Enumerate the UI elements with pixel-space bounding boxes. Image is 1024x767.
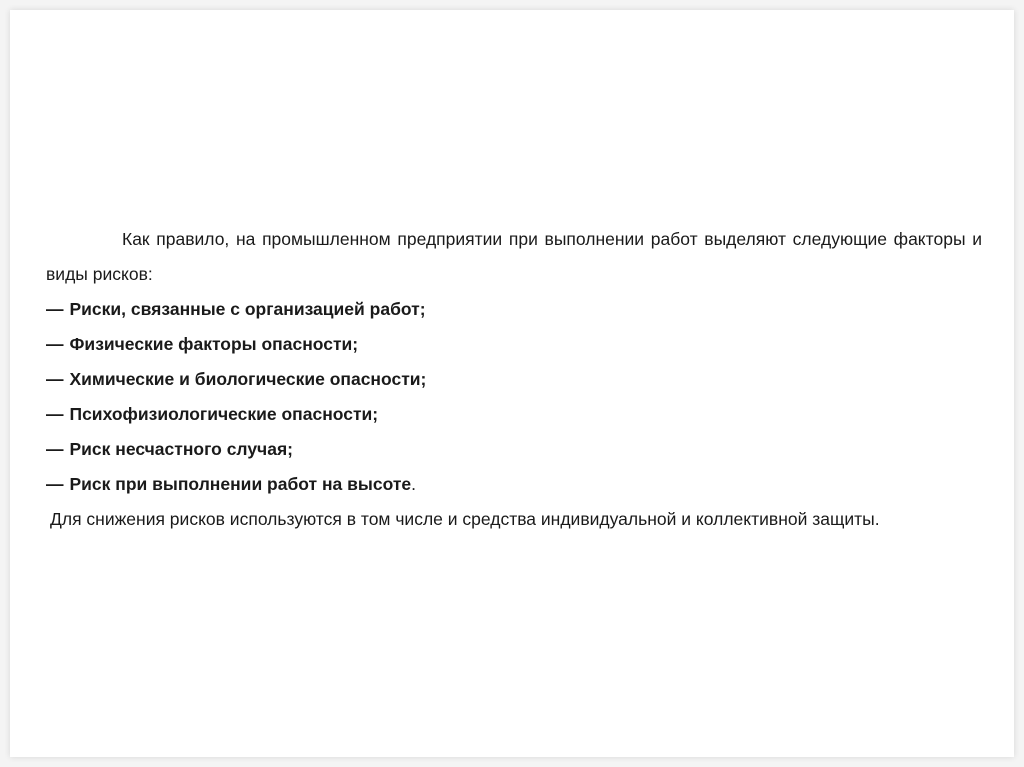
slide-page [10,10,1014,757]
risk-list [46,292,982,502]
risk-item-physical [46,327,982,362]
intro-paragraph: Как правило, на промышленном предприятии при выполнении работ выделяют следующие факторы и виды рисков: [46,229,982,284]
risk-item-organization [46,292,982,327]
list-dash: — [46,299,64,319]
risk-item-text: Химические и биологические опасности; [69,369,427,389]
list-dash: — [46,474,64,494]
risk-item-text: Риски, связанные с организацией работ; [69,299,426,319]
list-dash: — [46,334,64,354]
risk-item-height-work [46,467,982,502]
list-dash: — [46,369,64,389]
risk-item-text: Физические факторы опасности; [69,334,359,354]
risk-item-text: Психофизиологические опасности; [69,404,379,424]
list-dash: — [46,439,64,459]
risk-item-text: Риск несчастного случая; [69,439,293,459]
risk-item-psychophysiological [46,397,982,432]
summary-paragraph: Для снижения рисков используются в том числе и средства индивидуальной и коллективной защиты. [50,509,880,529]
risk-item-chemical-biological [46,362,982,397]
risk-item-text: Риск при выполнении работ на высоте [69,474,412,494]
list-dash: — [46,404,64,424]
risk-item-trail: . [411,474,417,494]
risk-item-accident [46,432,982,467]
document-body [46,222,982,537]
